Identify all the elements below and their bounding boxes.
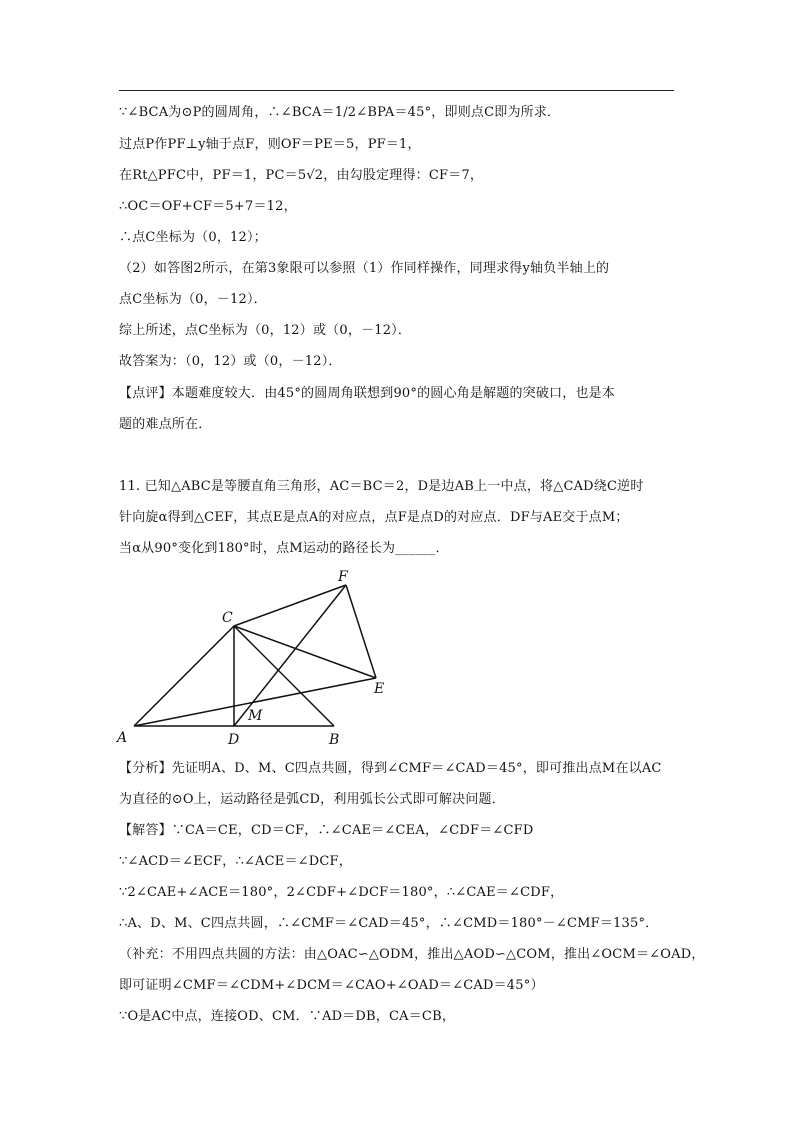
segment-CE <box>234 626 376 678</box>
label-M: M <box>248 708 263 724</box>
answer-line-2: ∵∠ACD＝∠ECF，∴∠ACE＝∠DCF， <box>119 854 352 869</box>
answer-line-5: （补充：不用四点共圆的方法：由△OAC∽△ODM，推出△AOD∽△COM，推出∠OCM＝∠OAD， <box>119 947 705 962</box>
answer-line-3: ∵2∠CAE+∠ACE＝180°，2∠CDF+∠DCF＝180°，∴∠CAE＝∠CDF， <box>119 885 564 900</box>
analysis-line-2: 为直径的⊙O上，运动路径是弧CD，利用弧长公式即可解决问题． <box>119 792 505 807</box>
solution-line-7: 点C坐标为（0，－12）． <box>119 292 267 307</box>
solution-line-9: 故答案为：（0，12）或（0，－12）． <box>119 354 342 369</box>
label-D: D <box>228 732 240 748</box>
solution-line-3: 在Rt△PFC中，PF＝1，PC＝5√2，由勾股定理得：CF＝7， <box>119 168 484 183</box>
segment-AC <box>134 626 234 726</box>
answer-line-7: ∵O是AC中点，连接OD、CM．∵AD＝DB，CA＝CB， <box>119 1009 456 1024</box>
solution-line-5: ∴点C坐标为（0，12）； <box>119 230 267 245</box>
solution-line-1: ∵∠BCA为⊙P的圆周角，∴∠BCA＝1/2∠BPA＝45°，即则点C即为所求． <box>119 105 561 120</box>
figure-lines <box>134 585 376 726</box>
answer-line-1: 【解答】∵CA＝CE，CD＝CF，∴∠CAE＝∠CEA，∠CDF＝∠CFD <box>119 823 534 838</box>
solution-line-2: 过点P作PF⊥y轴于点F，则OF＝PE＝5，PF＝1， <box>119 137 421 152</box>
problem-11-line-1: 11. 已知△ABC是等腰直角三角形，AC＝BC＝2，D是边AB上一中点，将△CAD绕C逆时 <box>119 479 644 494</box>
problem-11-line-2: 针向旋α得到△CEF，其点E是点A的对应点，点F是点D的对应点．DF与AE交于点M； <box>119 510 629 525</box>
label-A: A <box>117 730 128 746</box>
segment-FE <box>346 585 376 678</box>
header-rule <box>119 90 674 91</box>
comment-line-2: 题的难点所在． <box>119 417 212 432</box>
problem-11-line-3: 当α从90°变化到180°时，点M运动的路径长为______． <box>119 541 449 556</box>
analysis-line-1: 【分析】先证明A、D、M、C四点共圆，得到∠CMF＝∠CAD＝45°，即可推出点M在以AC <box>119 761 662 776</box>
answer-line-6: 即可证明∠CMF＝∠CDM+∠DCM＝∠CAO+∠OAD＝∠CAD＝45°） <box>119 978 544 993</box>
solution-line-8: 综上所述，点C坐标为（0，12）或（0，－12）． <box>119 323 412 338</box>
solution-line-4: ∴OC＝OF+CF＝5+7＝12， <box>119 199 297 214</box>
label-E: E <box>374 681 385 697</box>
label-C: C <box>222 610 233 626</box>
label-F: F <box>338 569 348 585</box>
label-B: B <box>329 732 340 748</box>
comment-line-1: 【点评】本题难度较大．由45°的圆周角联想到90°的圆心角是解题的突破口，也是本 <box>119 386 616 401</box>
solution-line-6: （2）如答图2所示，在第3象限可以参照（1）作同样操作，同理求得y轴负半轴上的 <box>119 261 610 276</box>
answer-line-4: ∴A、D、M、C四点共圆，∴∠CMF＝∠CAD＝45°，∴∠CMD＝180°－∠CMF＝135°． <box>119 916 659 931</box>
geometry-figure <box>116 566 396 748</box>
